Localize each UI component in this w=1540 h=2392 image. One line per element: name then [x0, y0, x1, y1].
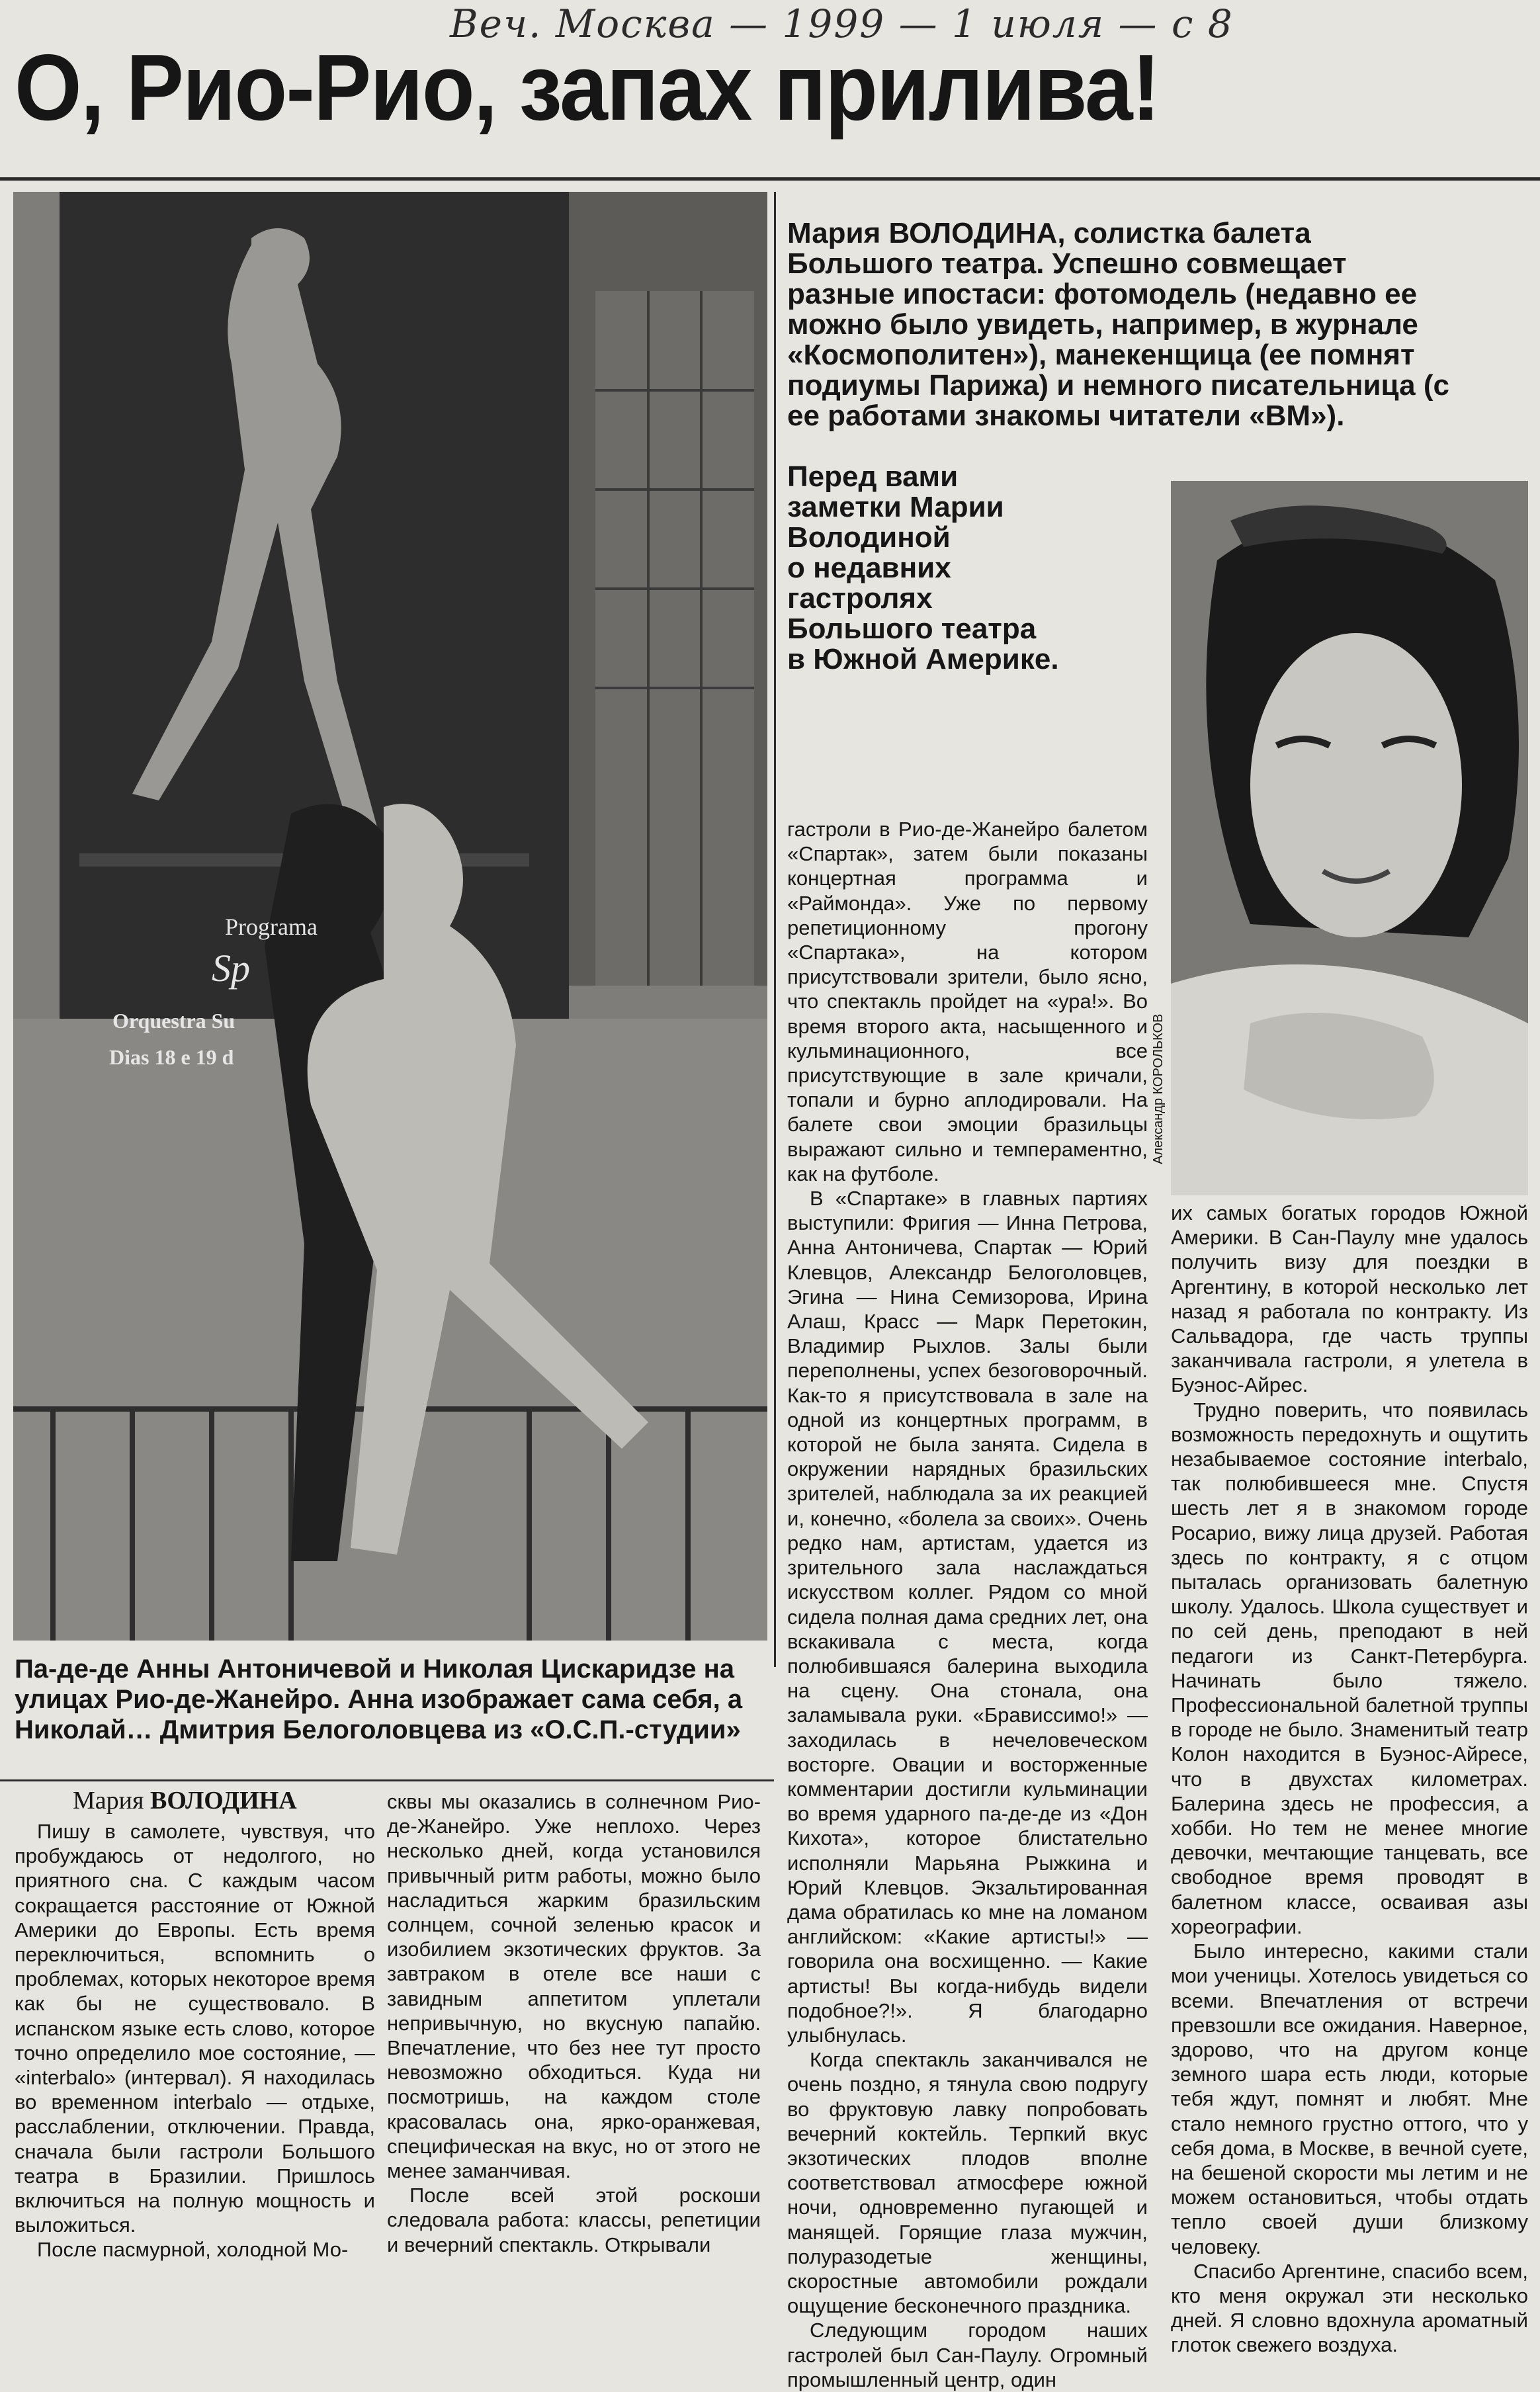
lead-line-6: Большого театра [787, 613, 1037, 645]
lead-line-1: Перед вами [787, 460, 959, 493]
lead-line-3: Володиной [787, 521, 951, 554]
lead-tail [787, 462, 1158, 675]
poster-text-2: Sp [212, 947, 250, 990]
lead-line-2: заметки Марии [787, 491, 1004, 523]
col4-paragraph-2: Трудно поверить, что появилась возможность передохнуть и ощутить незабываемое состояние interbalo, так полюбившееся мне. Спустя шесть лет я в знакомом городе Росарио, вижу лица друзей. Работая здесь по контракту, я с отцом пыталась организовать балетную школу. Удалось. Школа существует и по сей день, преподают в ней педагоги из Санкт-Петербурга. Начинать было тяжело. Профессиональной балетной труппы в городе не было. Знаменитый театр Колон находится в Буэнос-Айресе, что в двухстах километрах. Балерина здесь не профессия, а хобби. Но тем не менее многие девочки, мечтающие танцевать, все свободное время проводят в балетном классе, осваивая азы хореографии. [1171, 1398, 1528, 1938]
lead-line-7: в Южной Америке. [787, 643, 1059, 675]
body-column-4 [1171, 1201, 1528, 2358]
poster-text-3: Orquestra Su [112, 1009, 235, 1033]
col1-paragraph-1: Пишу в самолете, чувствуя, что пробуждаюсь от недолгого, но приятного сна. С каждым часом сокращается расстояние от Южной Америки до Европы. Есть время переключиться, вспомнить о проблемах, которых некоторое время как бы не существовало. В испанском языке есть слово, которое точно определило мое состояние, — «interbalo» (интервал). Я находилась во временном interbalo — отдыхе, расслаблении, отключении. Правда, сначала были гастроли Большого театра в Бразилии. Пришлось включиться на полную мощность и выложиться. [15, 1820, 375, 2237]
col3-paragraph-1: гастроли в Рио-де-Жанейро балетом «Спартак», затем были показаны концертная программа и «Раймонда». Уже по первому репетиционному прогону «Спартака», на котором присутствовали зрители, было ясно, что спектакль пройдет на «ура!». Во время второго акта, насыщенного и кульминационного, все присутствующие в зале кричали, топали и бурно аплодировали. На балете свои эмоции бразильцы выражают сильно и темпераментно, как на футболе. [787, 818, 1148, 1185]
body-rule [0, 1779, 774, 1781]
col4-paragraph-4: Спасибо Аргентине, спасибо всем, кто меня окружал эти несколько дней. Я словно вдохнула ароматный глоток свежего воздуха. [1171, 2259, 1528, 2357]
col1-paragraph-2: После пасмурной, холодной Мо- [37, 2238, 349, 2262]
photo-credit: Александр КОРОЛЬКОВ [1151, 1013, 1166, 1164]
col2-paragraph-1: сквы мы оказались в солнечном Рио-де-Жанейро. Уже неплохо. Через несколько дней, когда установился привычный ритм работы, можно было насладиться жарким бразильским солнцем, сочной зеленью красок и изобилием экзотических фруктов. За завтраком в отеле все наши с завидным аппетитом уплетали непривычную, но вкусную папайю. Впечатление, что без нее тут просто невозможно обходиться. Куда ни посмотришь, на каждом столе красовалась она, ярко-оранжевая, специфическая на вкус, но от этого не менее заманчивая. [387, 1790, 761, 2183]
byline-last-name: ВОЛОДИНА [150, 1787, 297, 1815]
lead-intro: Мария ВОЛОДИНА, солистка балета Большого театра. Успешно совмещает разные ипостаси: фотомодель (недавно ее можно было увидеть, например, в журнале «Космополитен»), манекенщица (ее помнят подиумы Парижа) и немного писательница (с ее работами знакомы читатели «ВМ»). [787, 217, 1449, 432]
col4-paragraph-3: Было интересно, какими стали мои ученицы. Хотелось увидеться со всеми. Впечатления от встречи превзошли все ожидания. Наверное, здорово, что на другом конце земного шара есть люди, которые тебя ждут, помнят и любят. Мне стало немного грустно оттого, что у себя дома, в Москве, в вечной суете, на бешеной скорости мы летим и не можем остановиться, чтобы отдать тепло своей души близкому человеку. [1171, 1940, 1528, 2258]
lead-line-4: о недавних [787, 552, 951, 584]
col2-paragraph-2: После всей этой роскоши следовала работа: классы, репетиции и вечерний спектакль. Открывали [387, 2184, 761, 2256]
headline: О, Рио-Рио, запах прилива! [15, 35, 1160, 140]
body-column-2 [387, 1789, 761, 2257]
portrait-drawing [1171, 481, 1528, 1195]
headline-rule [0, 177, 1540, 181]
main-photo [13, 192, 767, 1641]
col3-paragraph-2: В «Спартаке» в главных партиях выступили: Фригия — Инна Петрова, Анна Антоничева, Спартак — Юрий Клевцов, Александр Белоголовцев, Эгина — Нина Семизорова, Ирина Алаш, Красс — Марк Перетокин, Владимир Рыхлов. Залы были переполнены, успех безоговорочный. Как-то я присутствовала в зале на одной из концертных программ, в которой не была занята. Сидела в окружении нарядных бразильских зрителей, наблюдала за их реакцией и, конечно, «болела за своих». Очень редко нам, артистам, удается из зрительного зала наслаждаться искусством коллег. Рядом со мной сидела полная дама средних лет, она вскакивала с места, когда полюбившаяся балерина выходила на сцену. Она стонала, она заламывала руки. «Брависсимо!» — заходилась в нечеловеческом восторге. Овации и восторженные комментарии достигли кульминации во время ударного па-де-де из «Дон Кихота», которое блистательно исполняли Марьяна Рыжкина и Юрий Клевцов. Экзальтированная дама обратилась ко мне на ломаном английском: «Какие артисты!» — говорила она восхищенно. — Какие артисты! Вы когда-нибудь видели подобное?!». Я благодарно улыбнулась. [787, 1187, 1148, 2047]
poster-text-1: Programa [225, 914, 318, 940]
col3-paragraph-4: Следующим городом наших гастролей был Сан-Паулу. Огромный промышленный центр, один [787, 2319, 1148, 2391]
body-column-3 [787, 817, 1148, 2392]
poster-text-4: Dias 18 e 19 d [109, 1045, 234, 1069]
main-photo-caption: Па-де-де Анны Антоничевой и Николая Цискаридзе на улицах Рио-де-Жанейро. Анна изображает сама себя, а Николай… Дмитрия Белоголовцева из «О.С.П.-студии» [15, 1654, 743, 1744]
handwritten-note: Веч. Москва — 1999 — 1 июля — с 8 [450, 1, 1234, 46]
col4-paragraph-1: их самых богатых городов Южной Америки. В Сан-Паулу мне удалось получить визу для поездки в Аргентину, в которой несколько лет назад я работала по контракту. Из Сальвадора, где часть труппы заканчивала гастроли, я улетела в Буэнос-Айрес. [1171, 1201, 1528, 1397]
byline [73, 1786, 297, 1815]
column-rule-vertical [774, 192, 776, 1667]
col3-paragraph-3: Когда спектакль заканчивался не очень поздно, я тянула свою подругу во фруктовую лавку попробовать вечерний коктейль. Терпкий вкус экзотических плодов вполне соответствовал атмосфере южной ночи, одновременно пугающей и манящей. Горящие глаза мужчин, полуразодетые женщины, скоростные автомобили рождали ощущение бесконечного праздника. [787, 2048, 1148, 2318]
body-column-1 [15, 1819, 375, 2262]
lead-line-5: гастролях [787, 582, 933, 615]
main-photo-drawing [13, 192, 767, 1641]
portrait-photo [1171, 481, 1528, 1195]
byline-first-name: Мария [73, 1787, 144, 1815]
